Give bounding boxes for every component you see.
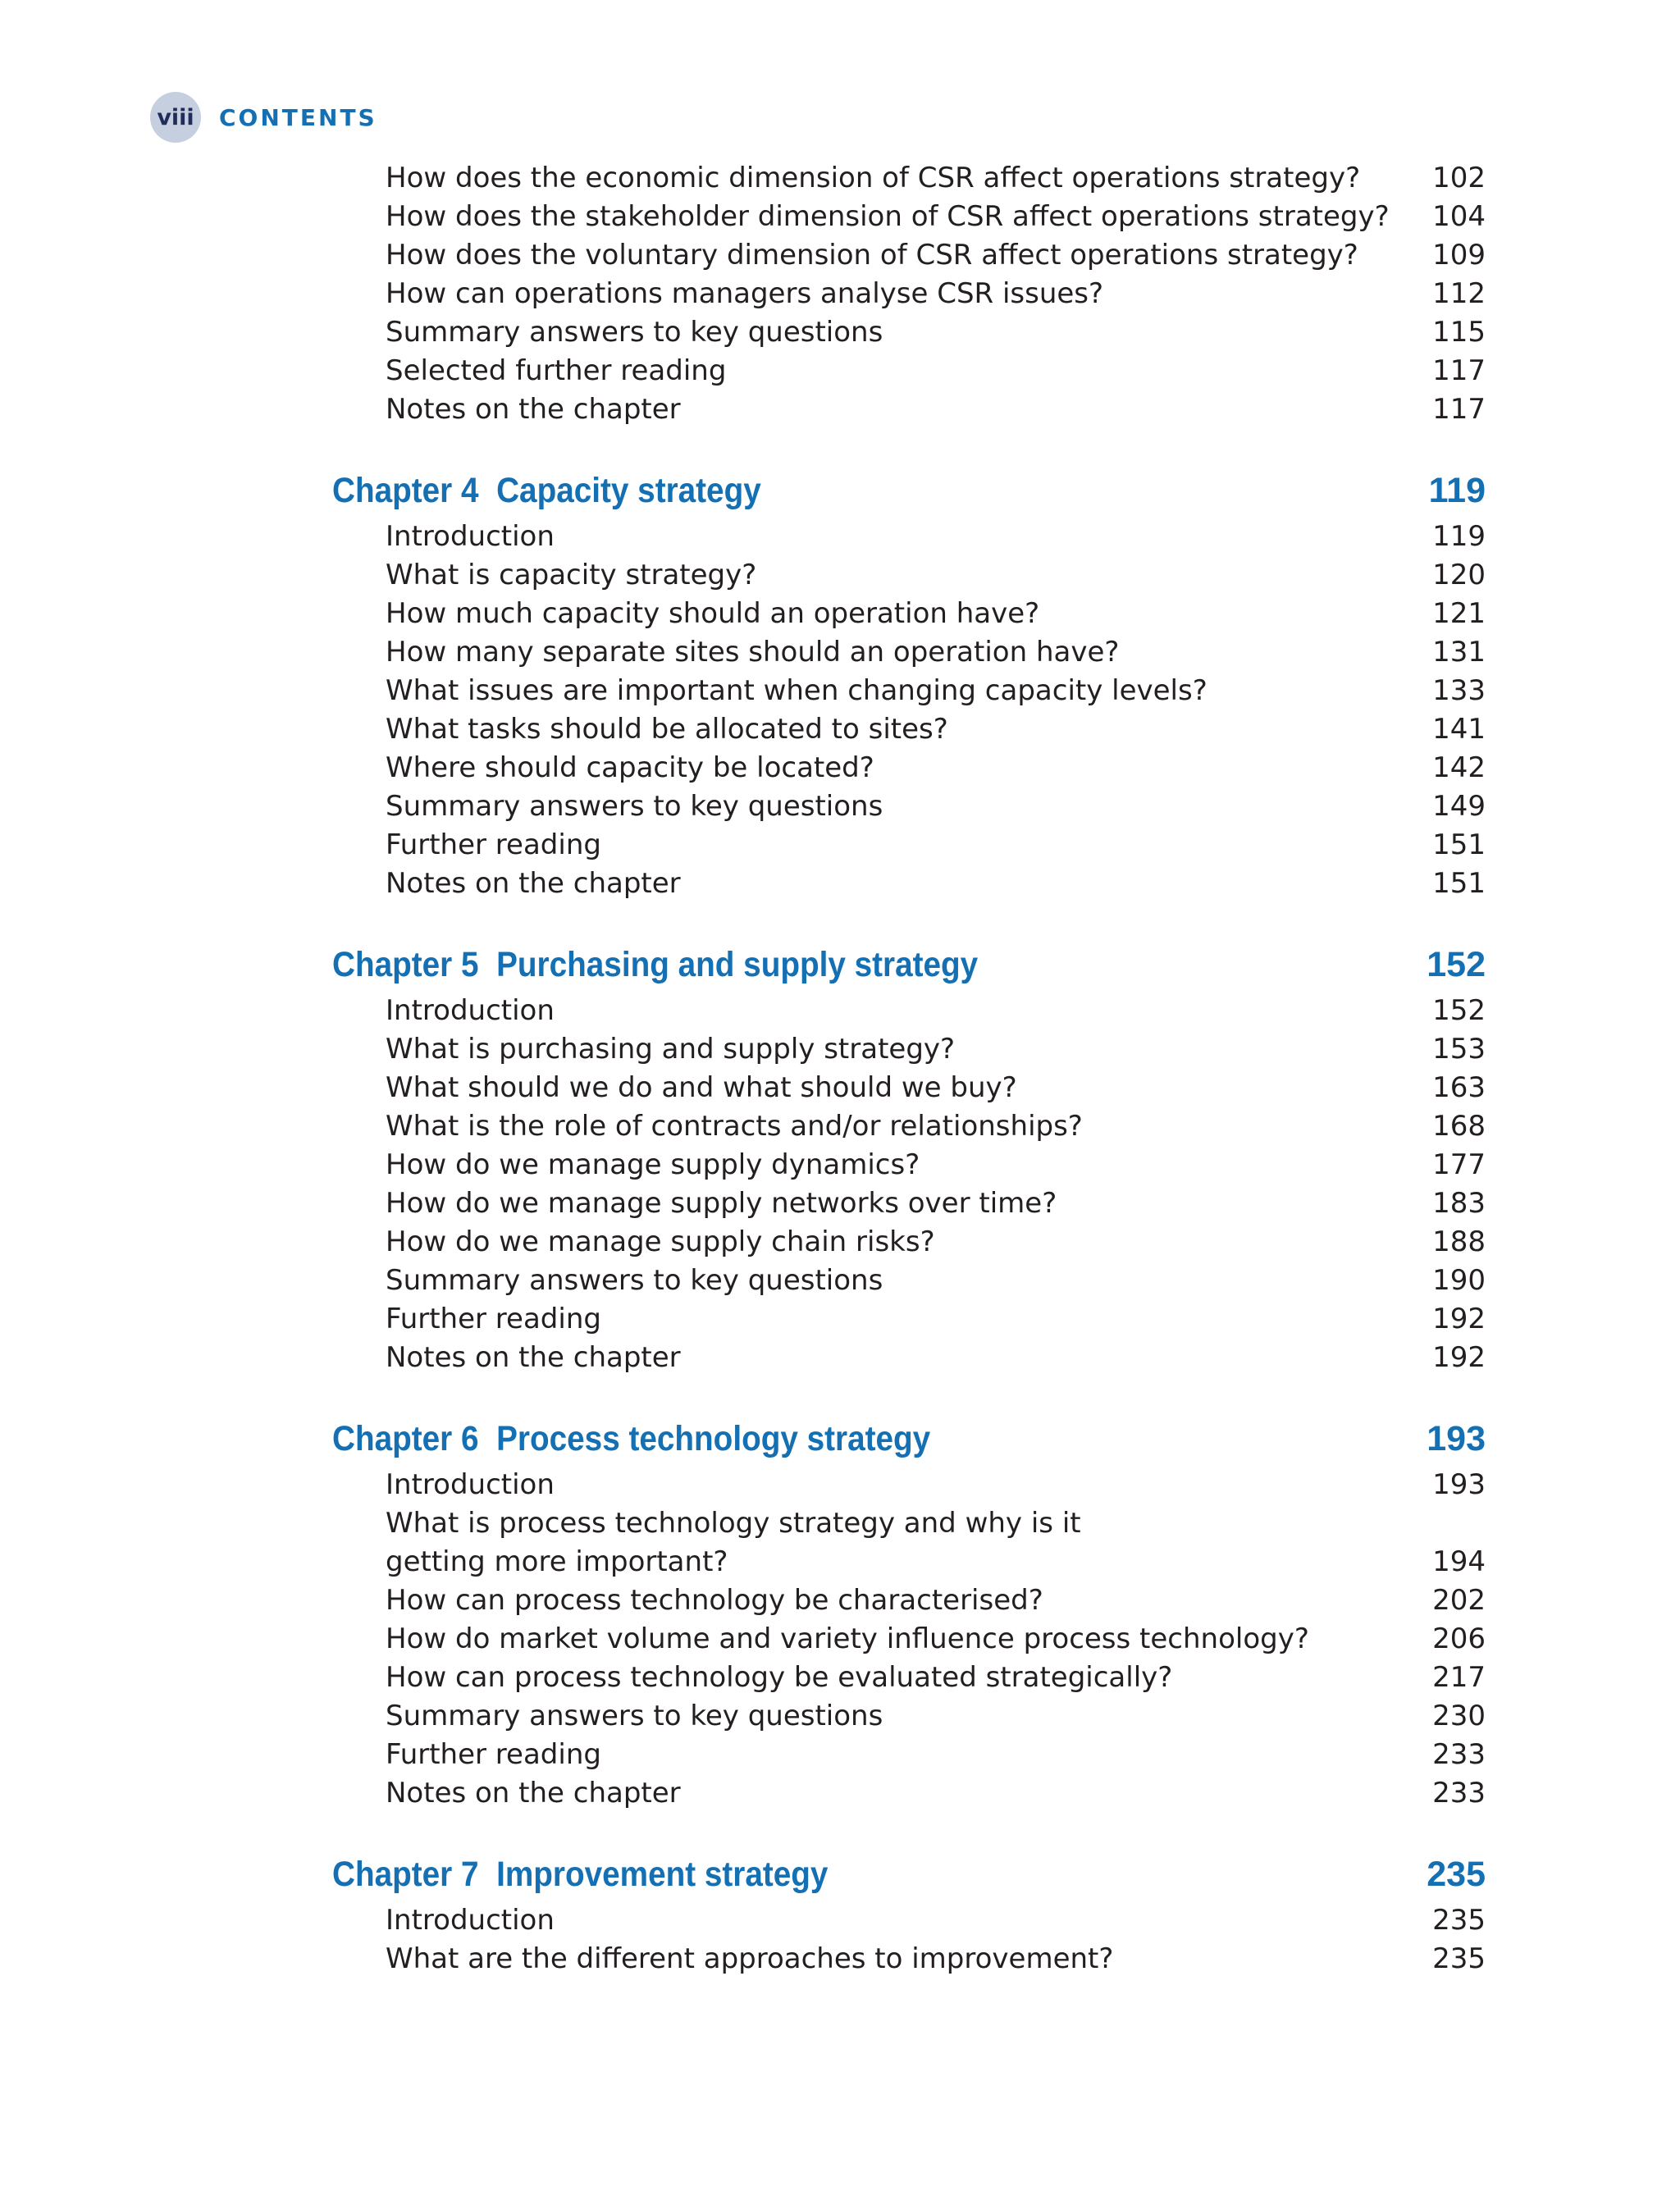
toc-entry-page: 120 [1432, 559, 1486, 591]
toc-entry-title: Selected further reading [386, 354, 727, 387]
toc-entry-page: 151 [1432, 828, 1486, 861]
toc-entry-title: How much capacity should an operation have? [386, 597, 1040, 630]
toc-entry [0, 787, 1680, 826]
toc-entry [0, 1146, 1680, 1184]
chapter-heading [0, 940, 1680, 989]
toc-entry-title: Summary answers to key questions [386, 1700, 883, 1732]
toc-entry-page: 230 [1432, 1700, 1486, 1732]
toc-entry-page: 141 [1432, 713, 1486, 746]
toc-entry [0, 1504, 1680, 1581]
chapter-label [332, 940, 978, 989]
toc-entry-page: 112 [1432, 277, 1486, 310]
toc-entry-page: 193 [1432, 1468, 1486, 1501]
chapter-section [0, 466, 1680, 903]
toc-entry [0, 1581, 1680, 1620]
toc-entry-title: Further reading [386, 1738, 601, 1771]
toc-entry-page: 152 [1432, 994, 1486, 1027]
toc-entry-title: Introduction [386, 1904, 555, 1937]
chapter-number: Chapter 4 [332, 471, 479, 510]
toc-entry-title: What is process technology strategy and why is it getting more important? [386, 1507, 1081, 1578]
toc-entry-title: Notes on the chapter [386, 393, 681, 426]
chapter-heading [0, 1414, 1680, 1463]
chapter-section [0, 940, 1680, 1377]
toc-entry [0, 1339, 1680, 1377]
chapter-label [332, 1850, 828, 1899]
toc-entry-page: 202 [1432, 1584, 1486, 1617]
toc-entry-title: Introduction [386, 1468, 555, 1501]
toc-entry-page: 192 [1432, 1341, 1486, 1374]
toc-entry [0, 1774, 1680, 1813]
toc-entry [0, 1466, 1680, 1504]
toc-entry [0, 633, 1680, 672]
chapter-label [332, 466, 761, 515]
toc-entry-page: 177 [1432, 1148, 1486, 1181]
running-title: CONTENTS [219, 103, 377, 131]
toc-entry-page: 119 [1432, 520, 1486, 553]
toc-entry [0, 749, 1680, 787]
toc-entry-title: Summary answers to key questions [386, 1264, 883, 1297]
toc-entry-title: What are the different approaches to improvement? [386, 1942, 1114, 1975]
toc-entry-page: 194 [1432, 1545, 1486, 1578]
toc-entry-page: 163 [1432, 1071, 1486, 1104]
toc-entry-page: 153 [1432, 1033, 1486, 1066]
toc-entry-title: Notes on the chapter [386, 1341, 681, 1374]
toc-entry [0, 313, 1680, 352]
toc-entry [0, 1901, 1680, 1940]
chapter-section [0, 1414, 1680, 1813]
toc-entry [0, 1262, 1680, 1300]
toc-entry-title: Notes on the chapter [386, 867, 681, 900]
toc-entry [0, 275, 1680, 313]
toc-entry [0, 1620, 1680, 1659]
toc-entry [0, 236, 1680, 275]
toc-entry [0, 826, 1680, 865]
toc-entry [0, 518, 1680, 556]
toc-entry-title: How can operations managers analyse CSR issues? [386, 277, 1104, 310]
chapter-page: 119 [1428, 471, 1486, 510]
toc-entry-page: 149 [1432, 790, 1486, 823]
table-of-contents [0, 159, 1680, 1978]
toc-entry-page: 131 [1432, 636, 1486, 669]
chapter-title: Process technology strategy [496, 1419, 931, 1458]
chapter-title: Capacity strategy [496, 471, 761, 510]
toc-entry-title: What issues are important when changing capacity levels? [386, 674, 1208, 707]
toc-entry [0, 159, 1680, 198]
running-header [150, 93, 377, 142]
toc-entry-title: How does the voluntary dimension of CSR affect operations strategy? [386, 239, 1358, 272]
toc-entry [0, 1184, 1680, 1223]
toc-entry-title: Further reading [386, 1303, 601, 1335]
toc-entry-title: Summary answers to key questions [386, 790, 883, 823]
toc-entry-title: Where should capacity be located? [386, 751, 874, 784]
toc-entry-page: 117 [1432, 393, 1486, 426]
toc-entry-title: Further reading [386, 828, 601, 861]
toc-entry-page: 121 [1432, 597, 1486, 630]
toc-entry [0, 556, 1680, 595]
toc-entry-page: 190 [1432, 1264, 1486, 1297]
toc-entry-title: How do market volume and variety influence process technology? [386, 1622, 1309, 1655]
chapter-title: Improvement strategy [496, 1855, 829, 1894]
toc-entry-title: How do we manage supply chain risks? [386, 1225, 935, 1258]
toc-entry [0, 1659, 1680, 1697]
toc-entry-title: How can process technology be characterised? [386, 1584, 1043, 1617]
chapter-number: Chapter 6 [332, 1419, 479, 1458]
toc-entry-title: How can process technology be evaluated strategically? [386, 1661, 1173, 1694]
toc-entry-page: 192 [1432, 1303, 1486, 1335]
toc-entry-title: How do we manage supply dynamics? [386, 1148, 920, 1181]
toc-entry-title: How do we manage supply networks over time? [386, 1187, 1057, 1220]
toc-entry-page: 104 [1432, 200, 1486, 233]
toc-entry-title: Introduction [386, 994, 555, 1027]
chapter-title: Purchasing and supply strategy [496, 945, 979, 984]
toc-entry-page: 217 [1432, 1661, 1486, 1694]
chapter-page: 235 [1427, 1855, 1486, 1894]
toc-entry-page: 102 [1432, 162, 1486, 194]
chapter-number: Chapter 7 [332, 1855, 479, 1894]
toc-entry-page: 168 [1432, 1110, 1486, 1143]
toc-entry-page: 188 [1432, 1225, 1486, 1258]
toc-entry [0, 1300, 1680, 1339]
toc-entry-page: 183 [1432, 1187, 1486, 1220]
toc-entry [0, 390, 1680, 429]
toc-entry-title: What is capacity strategy? [386, 559, 757, 591]
toc-entry-page: 235 [1432, 1904, 1486, 1937]
toc-entry-page: 142 [1432, 751, 1486, 784]
toc-entry-title: What is purchasing and supply strategy? [386, 1033, 956, 1066]
toc-entry-title: Introduction [386, 520, 555, 553]
toc-entry-page: 117 [1432, 354, 1486, 387]
toc-entry [0, 710, 1680, 749]
toc-entry-title: How does the economic dimension of CSR affect operations strategy? [386, 162, 1361, 194]
toc-entry-title: What tasks should be allocated to sites? [386, 713, 948, 746]
toc-entry-page: 206 [1432, 1622, 1486, 1655]
toc-entry [0, 1736, 1680, 1774]
toc-entry-title: What should we do and what should we buy? [386, 1071, 1017, 1104]
chapter-section [0, 1850, 1680, 1978]
toc-entry [0, 865, 1680, 903]
chapter-heading [0, 466, 1680, 515]
toc-entry-page: 133 [1432, 674, 1486, 707]
toc-entry-title: How does the stakeholder dimension of CSR affect operations strategy? [386, 200, 1390, 233]
page-number-badge: viii [150, 92, 201, 143]
toc-entry [0, 1107, 1680, 1146]
toc-entry [0, 352, 1680, 390]
toc-entry [0, 1223, 1680, 1262]
toc-entry [0, 992, 1680, 1030]
toc-entry-title: How many separate sites should an operation have? [386, 636, 1120, 669]
chapter-list [0, 466, 1680, 1978]
toc-entry [0, 1940, 1680, 1978]
toc-entry-title: Notes on the chapter [386, 1777, 681, 1809]
chapter-page: 152 [1427, 945, 1486, 984]
chapter-number: Chapter 5 [332, 945, 479, 984]
toc-entry-page: 109 [1432, 239, 1486, 272]
toc-entry [0, 198, 1680, 236]
toc-entry-page: 235 [1432, 1942, 1486, 1975]
toc-entry-title: Summary answers to key questions [386, 316, 883, 349]
toc-entry [0, 1697, 1680, 1736]
toc-entry [0, 1069, 1680, 1107]
chapter-heading [0, 1850, 1680, 1899]
toc-entry [0, 1030, 1680, 1069]
toc-entry-page: 115 [1432, 316, 1486, 349]
toc-entry-page: 233 [1432, 1777, 1486, 1809]
toc-entry-page: 233 [1432, 1738, 1486, 1771]
lead-entry-list [0, 159, 1680, 429]
toc-entry [0, 672, 1680, 710]
chapter-label [332, 1414, 930, 1463]
toc-entry-title: What is the role of contracts and/or relationships? [386, 1110, 1083, 1143]
toc-entry-page: 151 [1432, 867, 1486, 900]
chapter-page: 193 [1427, 1419, 1486, 1458]
toc-entry [0, 595, 1680, 633]
